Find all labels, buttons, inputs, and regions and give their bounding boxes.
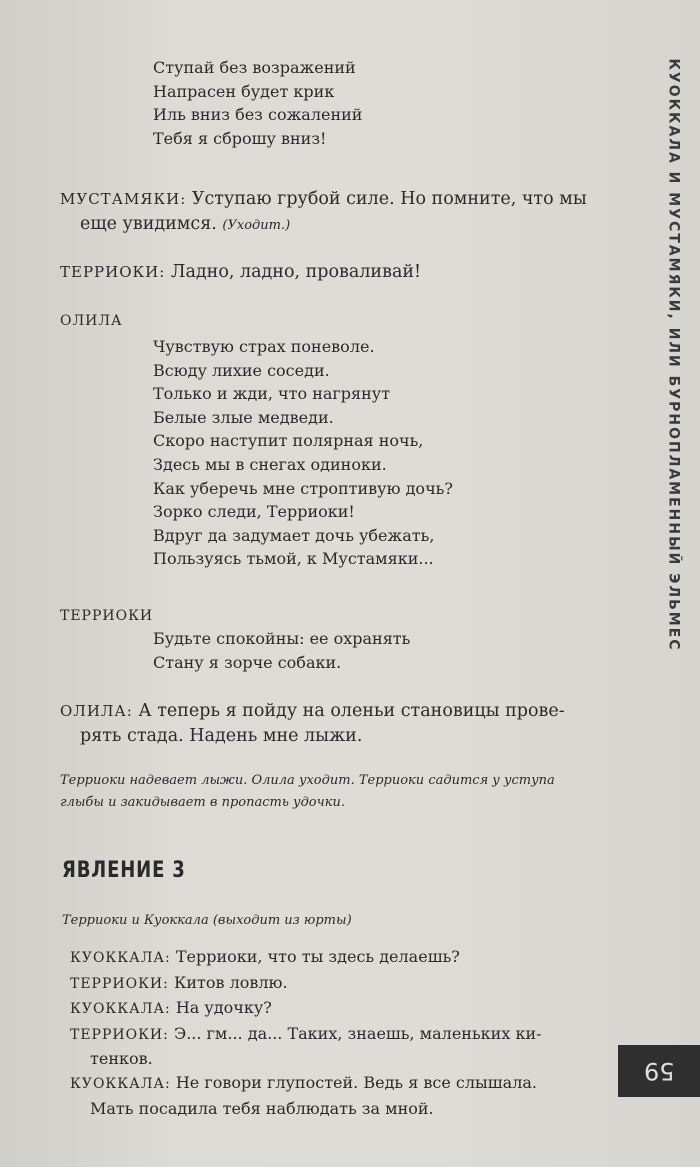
speech-terrioki [60,260,585,285]
verse-line: Только и жди, что нагрянут [153,384,391,404]
running-header [664,58,684,652]
verse-line: Как уберечь мне строптивую дочь? [153,478,453,498]
speaker-name: КУОККАЛА: [70,950,171,966]
speech-olila [60,699,585,749]
verse-line: Здесь мы в снегах одиноки. [153,454,387,474]
verse-line: Всюду лихие соседи. [153,360,330,380]
scene-dialog [70,945,585,1120]
dialog-line [70,971,585,997]
speech-text: Ладно, ладно, проваливай! [170,262,422,282]
speaker-label-olila: ОЛИЛА [60,313,123,329]
speech-text: рять стада. Надень мне лыжи. [80,726,363,746]
dialog-line [70,996,585,1022]
verse-line: Напрасен будет крик [153,81,335,101]
dialog-line [70,1022,585,1048]
dialog-text: Не говори глупостей. Ведь я все слышала. [175,1072,537,1092]
stage-line: Терриоки надевает лыжи. Олила уходит. Терриоки садится у уступа [60,773,555,788]
verse-line: Тебя я сброшу вниз! [153,128,327,148]
dialog-text: Э... гм... да... Таких, знаешь, маленьких ки- [173,1023,542,1043]
page-number: 59 [643,1057,675,1085]
dialog-text: На удочку? [175,998,272,1018]
dialog-text: Мать посадила тебя наблюдать за мной. [90,1098,434,1118]
verse-line: Иль вниз без сожалений [153,105,363,125]
verse-stanza-1 [153,56,362,150]
speaker-name: ТЕРРИОКИ: [70,1026,169,1043]
stage-direction [60,770,590,814]
speaker-name: ТЕРРИОКИ: [60,263,166,281]
page-number-tab [618,1045,700,1097]
speech-text: Уступаю грубой силе. Но помните, что мы [191,189,587,209]
speech-text: еще увидимся. [80,214,217,234]
speaker-label-terrioki: ТЕРРИОКИ [60,608,154,624]
verse-stanza-3 [153,627,410,674]
dialog-text: тенков. [90,1049,153,1069]
dialog-line [70,1097,585,1121]
verse-line: Скоро наступит полярная ночь, [153,431,424,451]
running-header-text: КУОККАЛА И МУСТАМЯКИ, ИЛИ БУРНОПЛАМЕННЫЙ ЭЛЬМЕС [666,58,683,652]
verse-line: Стану я зорче собаки. [153,652,342,672]
verse-line: Пользуясь тьмой, к Мустамяки... [153,549,434,569]
stage-note: (Уходит.) [222,218,291,233]
verse-line: Будьте спокойны: ее охранять [153,629,411,648]
speaker-name: ОЛИЛА: [60,702,133,720]
dialog-text: Терриоки, что ты здесь делаешь? [175,947,460,966]
verse-line: Зорко следи, Терриоки! [153,502,355,522]
speaker-name: ТЕРРИОКИ: [70,975,169,992]
dialog-line [70,945,585,971]
speech-text: А теперь я пойду на оленьи становицы прове- [138,701,565,721]
verse-line: Вдруг да задумает дочь убежать, [153,525,435,545]
dialog-text: Китов ловлю. [173,972,288,992]
verse-line: Ступай без возражений [153,58,356,77]
verse-stanza-2 [153,335,453,571]
speaker-name: КУОККАЛА: [70,1001,171,1018]
speaker-name: КУОККАЛА: [70,1075,171,1092]
stage-line: глыбы и закидывает в пропасть удочки. [60,795,345,810]
speech-mustamyaki [60,187,585,238]
dialog-line [70,1047,585,1071]
verse-line: Чувствую страх поневоле. [153,337,375,356]
verse-line: Белые злые медведи. [153,407,334,427]
scene-heading: ЯВЛЕНИЕ 3 [62,858,186,883]
dialog-line [70,1071,585,1097]
speaker-name: МУСТАМЯКИ: [60,190,187,208]
scene-cast: Терриоки и Куоккала (выходит из юрты) [62,913,352,928]
